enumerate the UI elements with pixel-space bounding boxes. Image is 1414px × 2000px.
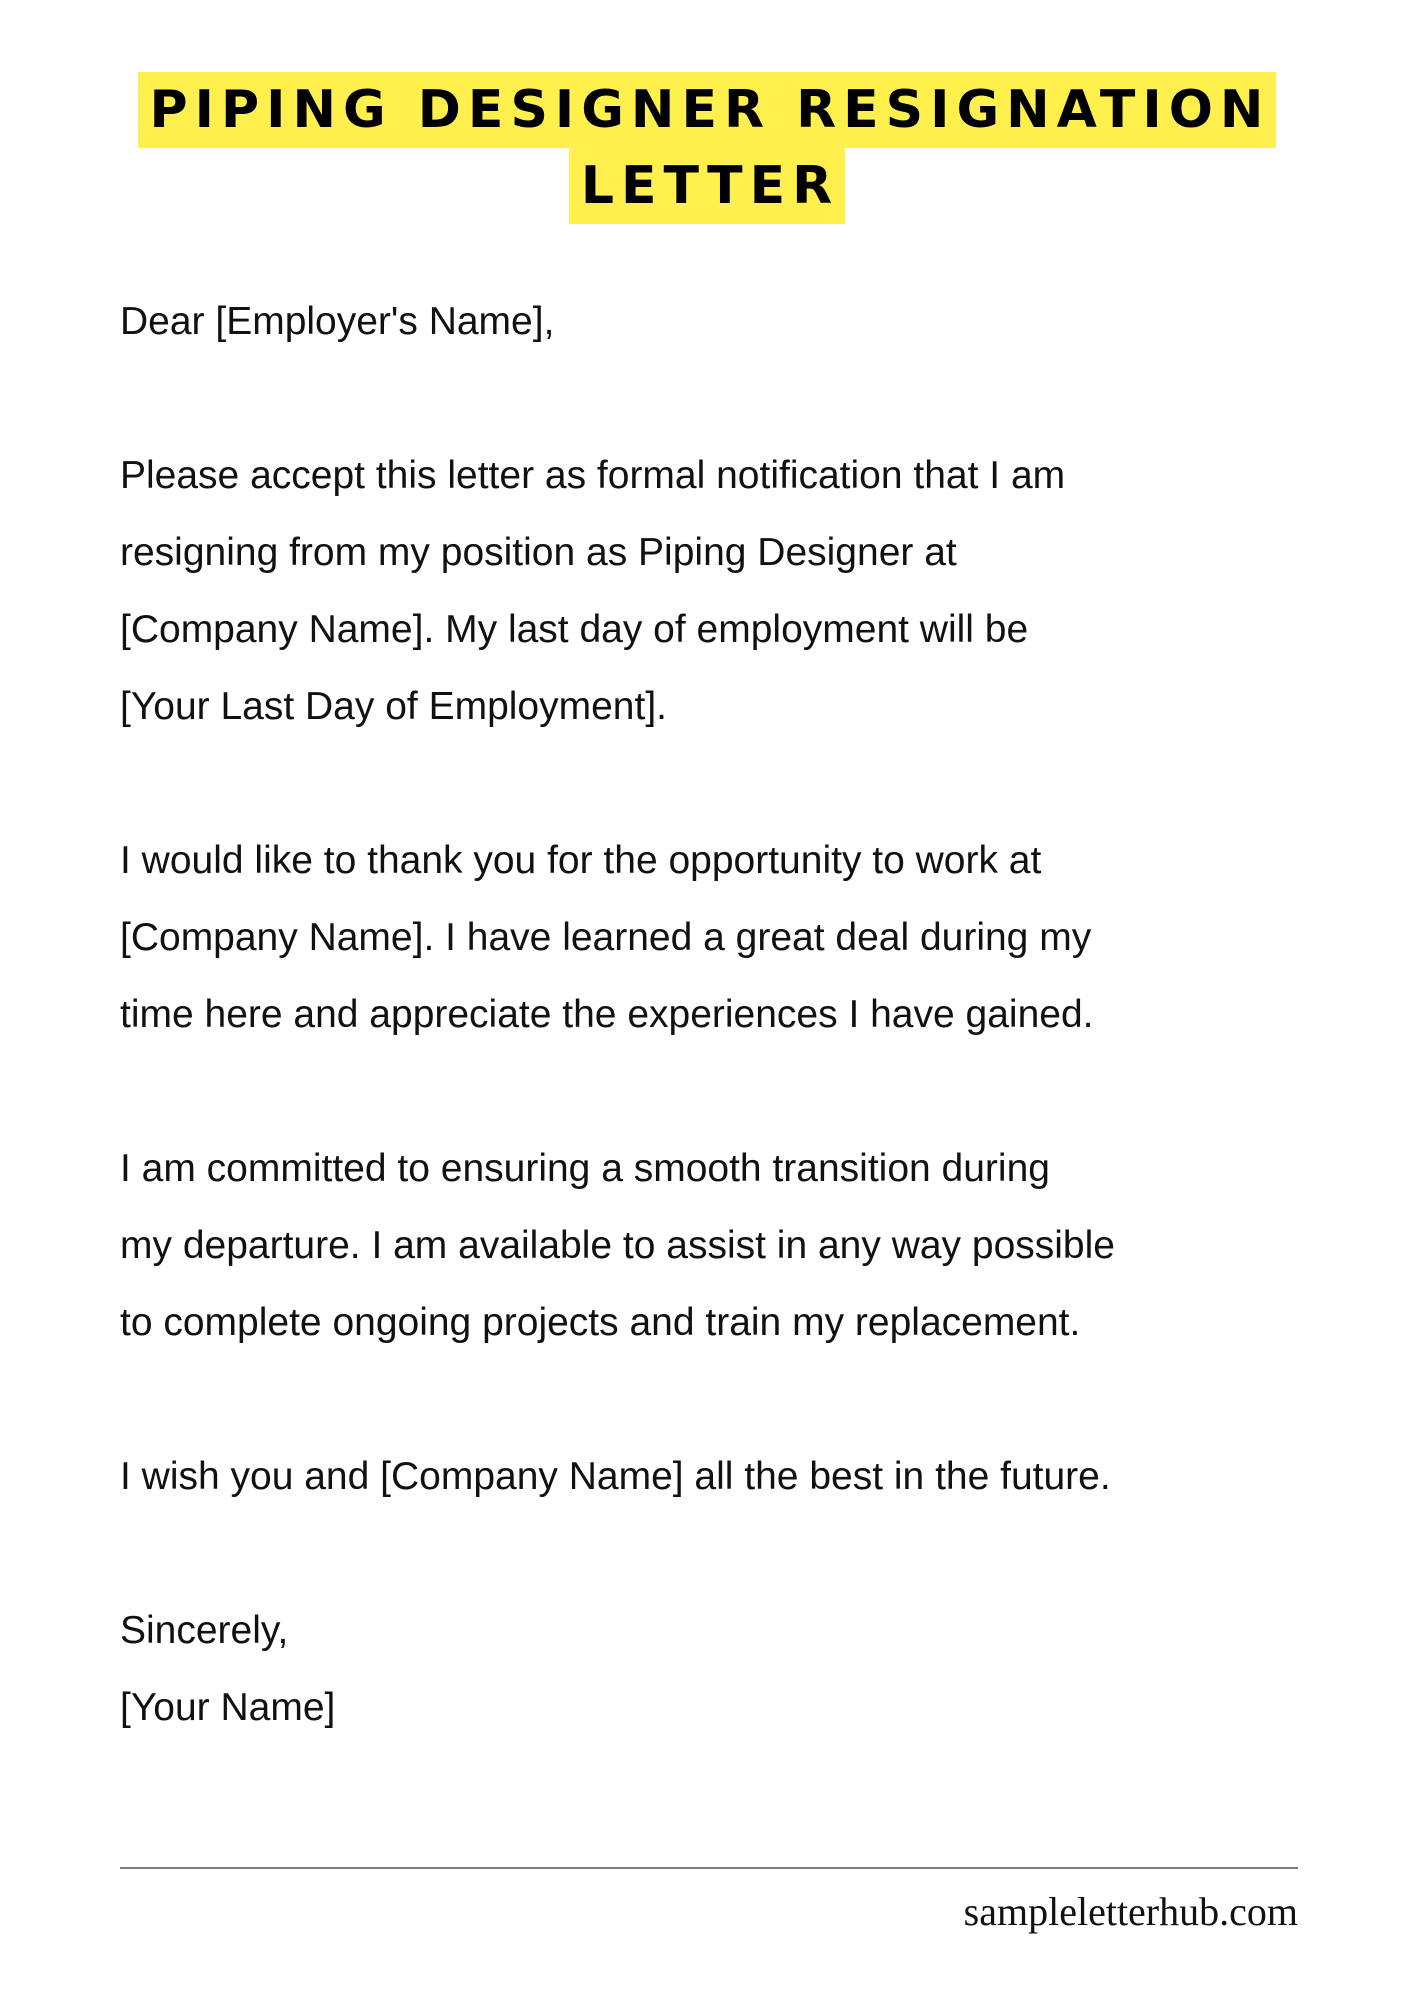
paragraph-line: [Company Name]. I have learned a great deal during my xyxy=(120,916,1092,959)
paragraph-line: I am committed to ensuring a smooth transition during xyxy=(120,1147,1050,1190)
salutation: Dear [Employer's Name], xyxy=(120,300,555,343)
paragraph-wishes xyxy=(120,1438,1360,1515)
paragraph-line: my departure. I am available to assist in any way possible xyxy=(120,1224,1115,1267)
title-line-2: LETTER xyxy=(569,148,845,224)
paragraph-line: [Your Last Day of Employment]. xyxy=(120,685,667,728)
paragraph-gap xyxy=(120,745,1360,822)
footer-divider xyxy=(120,1867,1298,1869)
letter-body xyxy=(120,283,1360,1746)
paragraph-gap xyxy=(120,1515,1360,1592)
paragraph-line: to complete ongoing projects and train my replacement. xyxy=(120,1301,1081,1344)
paragraph-gap xyxy=(120,360,1360,437)
paragraph-line: I wish you and [Company Name] all the best in the future. xyxy=(120,1455,1111,1498)
letter-title xyxy=(0,72,1414,224)
paragraph-gap xyxy=(120,1053,1360,1130)
title-line-1: PIPING DESIGNER RESIGNATION xyxy=(138,72,1277,148)
paragraph-line: I would like to thank you for the opportunity to work at xyxy=(120,839,1042,882)
paragraph-transition xyxy=(120,1130,1360,1361)
signature-name: [Your Name] xyxy=(120,1686,336,1729)
paragraph-gap xyxy=(120,1361,1360,1438)
paragraph-line: resigning from my position as Piping Designer at xyxy=(120,531,957,574)
paragraph-thanks xyxy=(120,822,1360,1053)
paragraph-notification xyxy=(120,437,1360,745)
paragraph-line: [Company Name]. My last day of employment will be xyxy=(120,608,1029,651)
website-link[interactable]: sampleletterhub.com xyxy=(963,1889,1298,1934)
paragraph-line: Please accept this letter as formal notification that I am xyxy=(120,454,1066,497)
paragraph-line: time here and appreciate the experiences I have gained. xyxy=(120,993,1094,1036)
closing: Sincerely, xyxy=(120,1609,289,1652)
